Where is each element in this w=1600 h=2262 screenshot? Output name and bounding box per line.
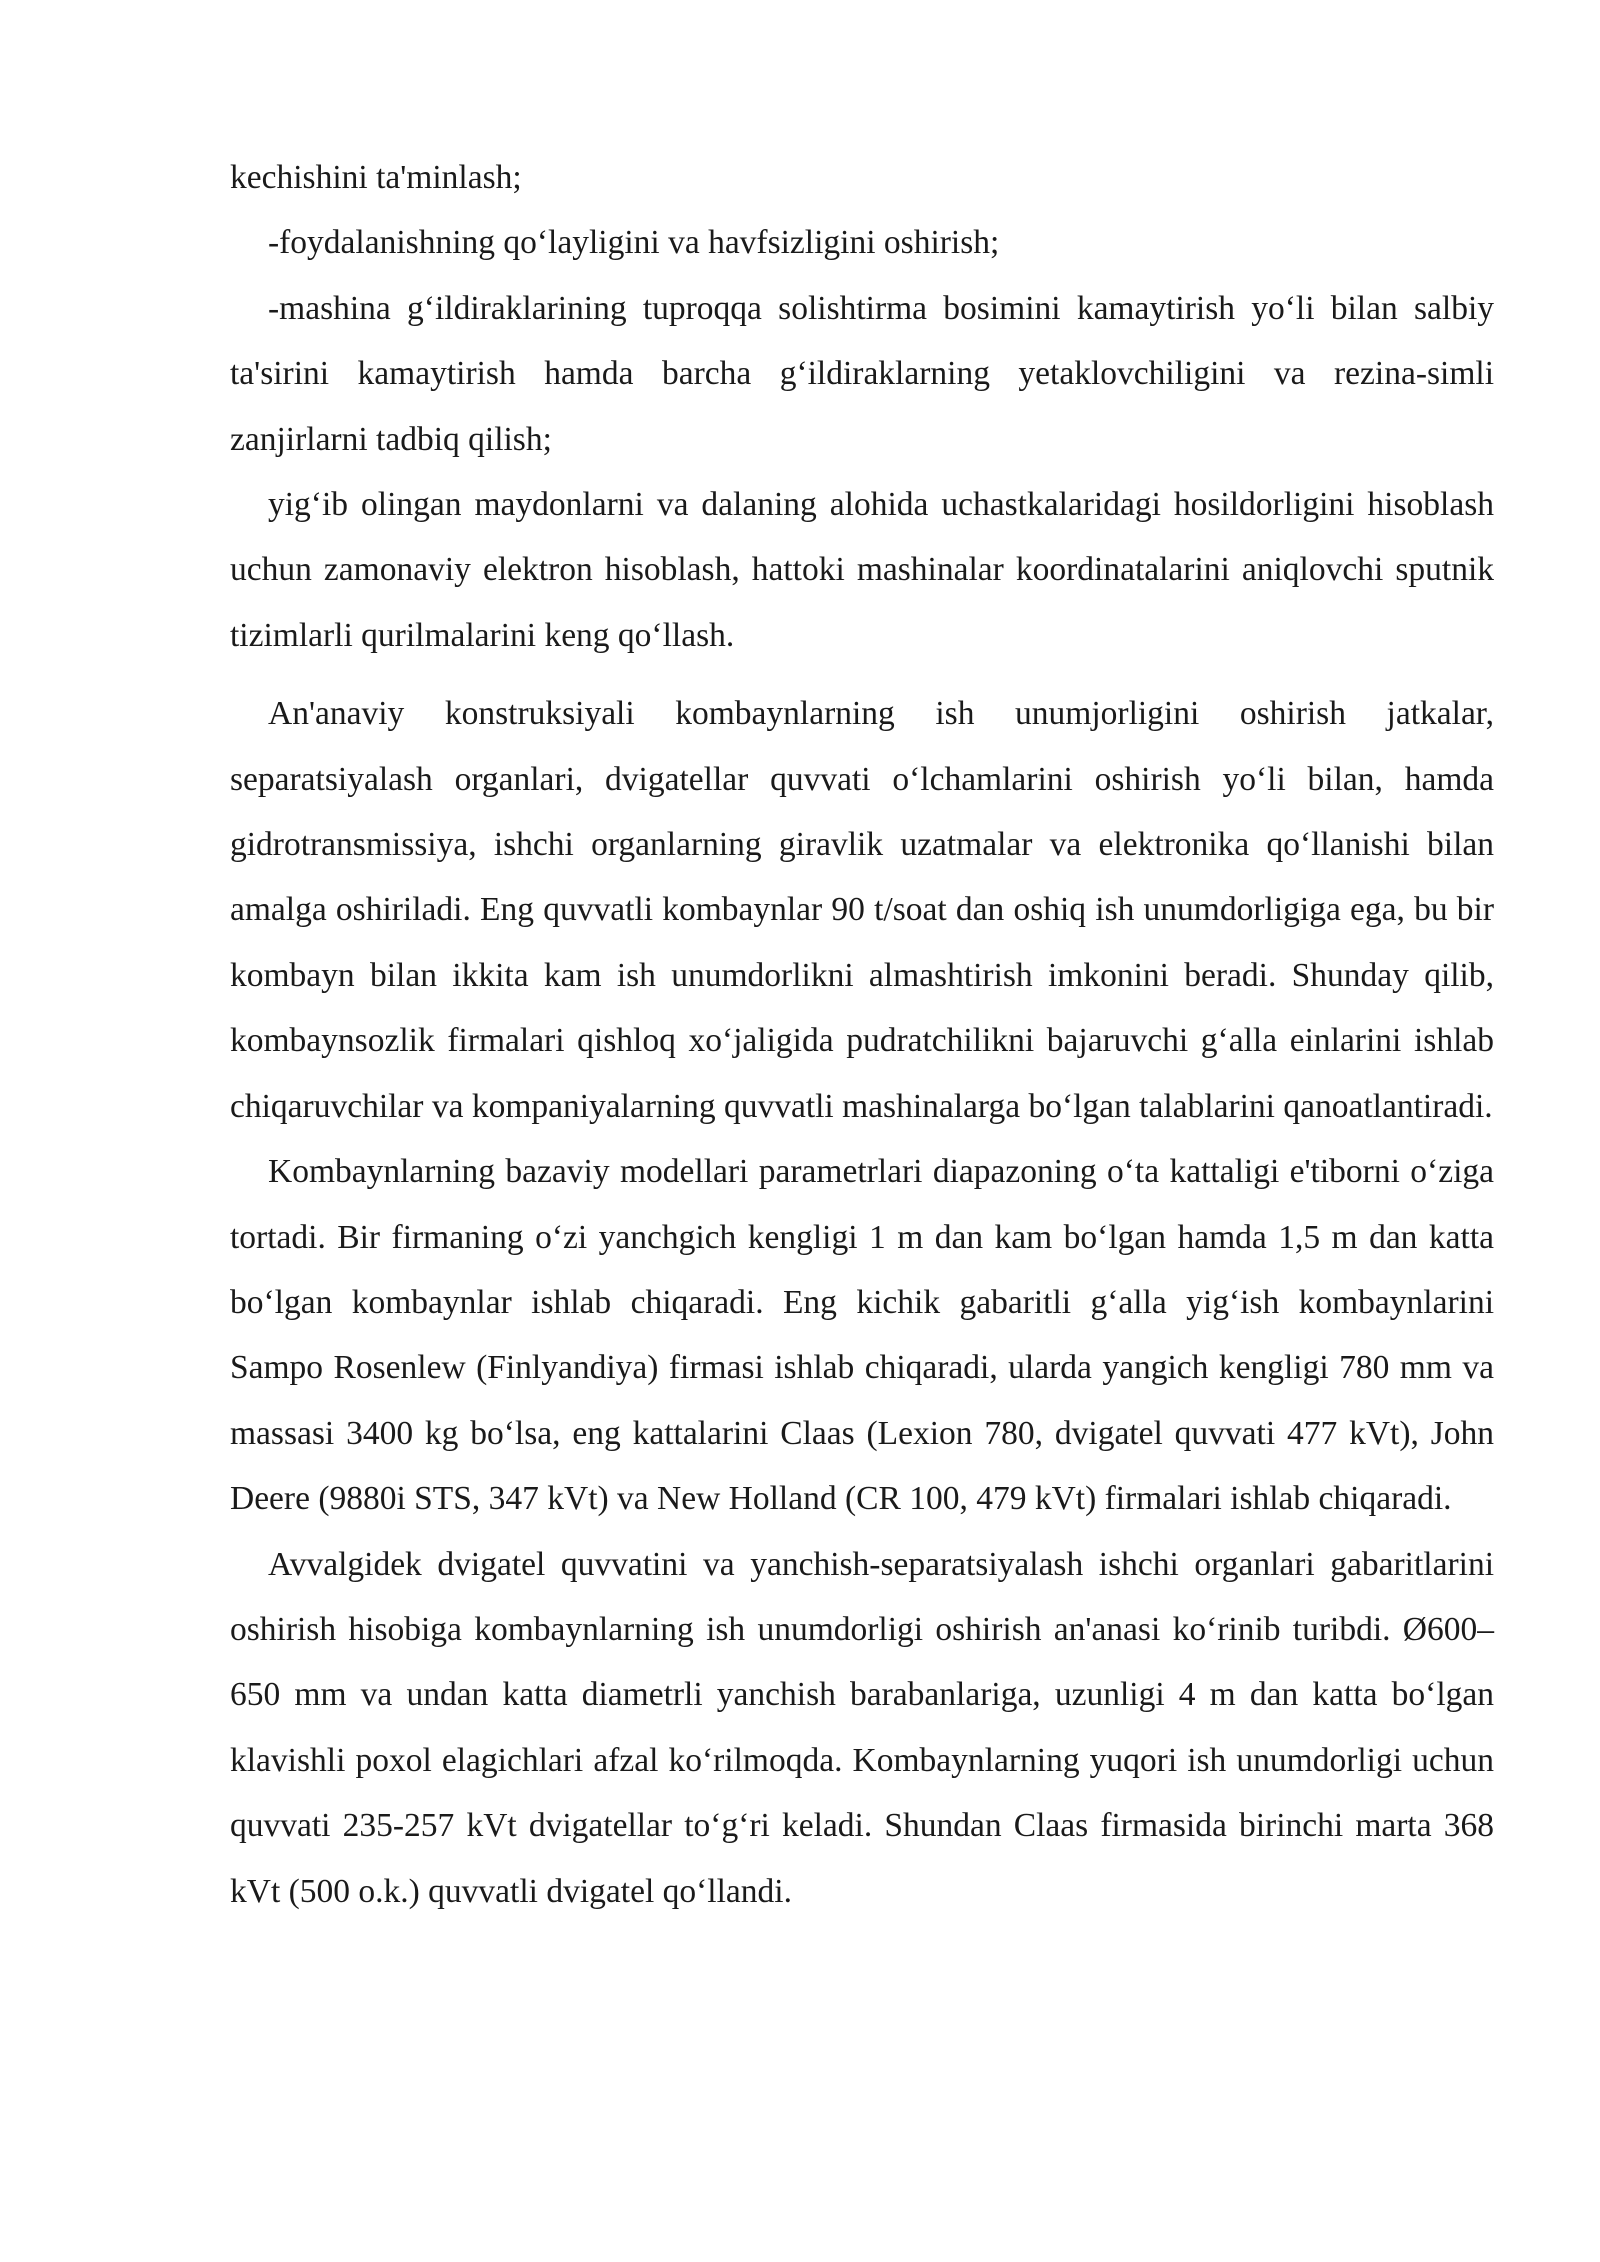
list-item-wheel-pressure: -mashina g‘ildiraklarining tuproqqa solishtirma bosimini kamaytirish yo‘li bilan salbiy ta'sirini kamaytirish hamda barcha g‘ildiraklarning yetaklovchiligini va rezina-simli zanjirlarni tadbiq qilish; bbox=[230, 289, 1494, 458]
paragraph-traditional-combines: An'anaviy konstruksiyali kombaynlarning ish unumjorligini oshirish jatkalar, separatsiyalash organlari, dvigatellar quvvati o‘lchamlarini oshirish yo‘li bilan, hamda gidrotransmissiya, ishchi organlarning giravlik uzatmalar va elektronika qo‘llanishi bilan amalga oshiriladi. Eng quvvatli kombaynlar 90 t/soat dan oshiq ish unumdorligiga ega, bu bir kombayn bilan ikkita kam ish unumdorlikni almashtirish imkonini beradi. Shunday qilib, kombaynsozlik firmalari qishloq xo‘jaligida pudratchilikni bajaruvchi g‘alla einlarini ishlab chiqaruvchilar va kompaniyalarning quvvatli mashinalarga bo‘lgan talablarini qanoatlantiradi. bbox=[230, 695, 1494, 1125]
list-item-usability: -foydalanishning qo‘layligini va havfsizligini oshirish; bbox=[268, 224, 1000, 262]
document-body bbox=[230, 145, 1494, 1924]
list-item-yield-computing: yig‘ib olingan maydonlarni va dalaning alohida uchastkalaridagi hosildorligini hisoblash uchun zamonaviy elektron hisoblash, hattoki mashinalar koordinatalarini aniqlovchi sputnik tizimlarli qurilmalarini keng qo‘llash. bbox=[230, 486, 1494, 654]
paragraph-engine-power: Avvalgidek dvigatel quvvatini va yanchish-separatsiyalash ishchi organlari gabaritlarini oshirish hisobiga kombaynlarning ish unumdorligi oshirish an'anasi ko‘rinib turibdi. Ø600–650 mm va undan katta diametrli yanchish barabanlariga, uzunligi 4 m dan katta bo‘lgan klavishli poxol elagichlari afzal ko‘rilmoqda. Kombaynlarning yuqori ish unumdorligi uchun quvvati 235-257 kVt dvigatellar to‘g‘ri keladi. Shundan Claas firmasida birinchi marta 368 kVt (500 o.k.) quvvatli dvigatel qo‘llandi. bbox=[230, 1545, 1494, 1910]
paragraph-base-models: Kombaynlarning bazaviy modellari parametrlari diapazoning o‘ta kattaligi e'tiborni o‘ziga tortadi. Bir firmaning o‘zi yanchgich kengligi 1 m dan kam bo‘lgan hamda 1,5 m dan katta bo‘lgan kombaynlar ishlab chiqaradi. Eng kichik gabaritli g‘alla yig‘ish kombaynlarini Sampo Rosenlew (Finlyandiya) firmasi ishlab chiqaradi, ularda yangich kengligi 780 mm va massasi 3400 kg bo‘lsa, eng kattalarini Claas (Lexion 780, dvigatel quvvati 477 kVt), John Deere (9880i STS, 347 kVt) va New Holland (CR 100, 479 kVt) firmalari ishlab chiqaradi. bbox=[230, 1153, 1494, 1518]
paragraph-continuation: kechishini ta'minlash; bbox=[230, 159, 522, 196]
